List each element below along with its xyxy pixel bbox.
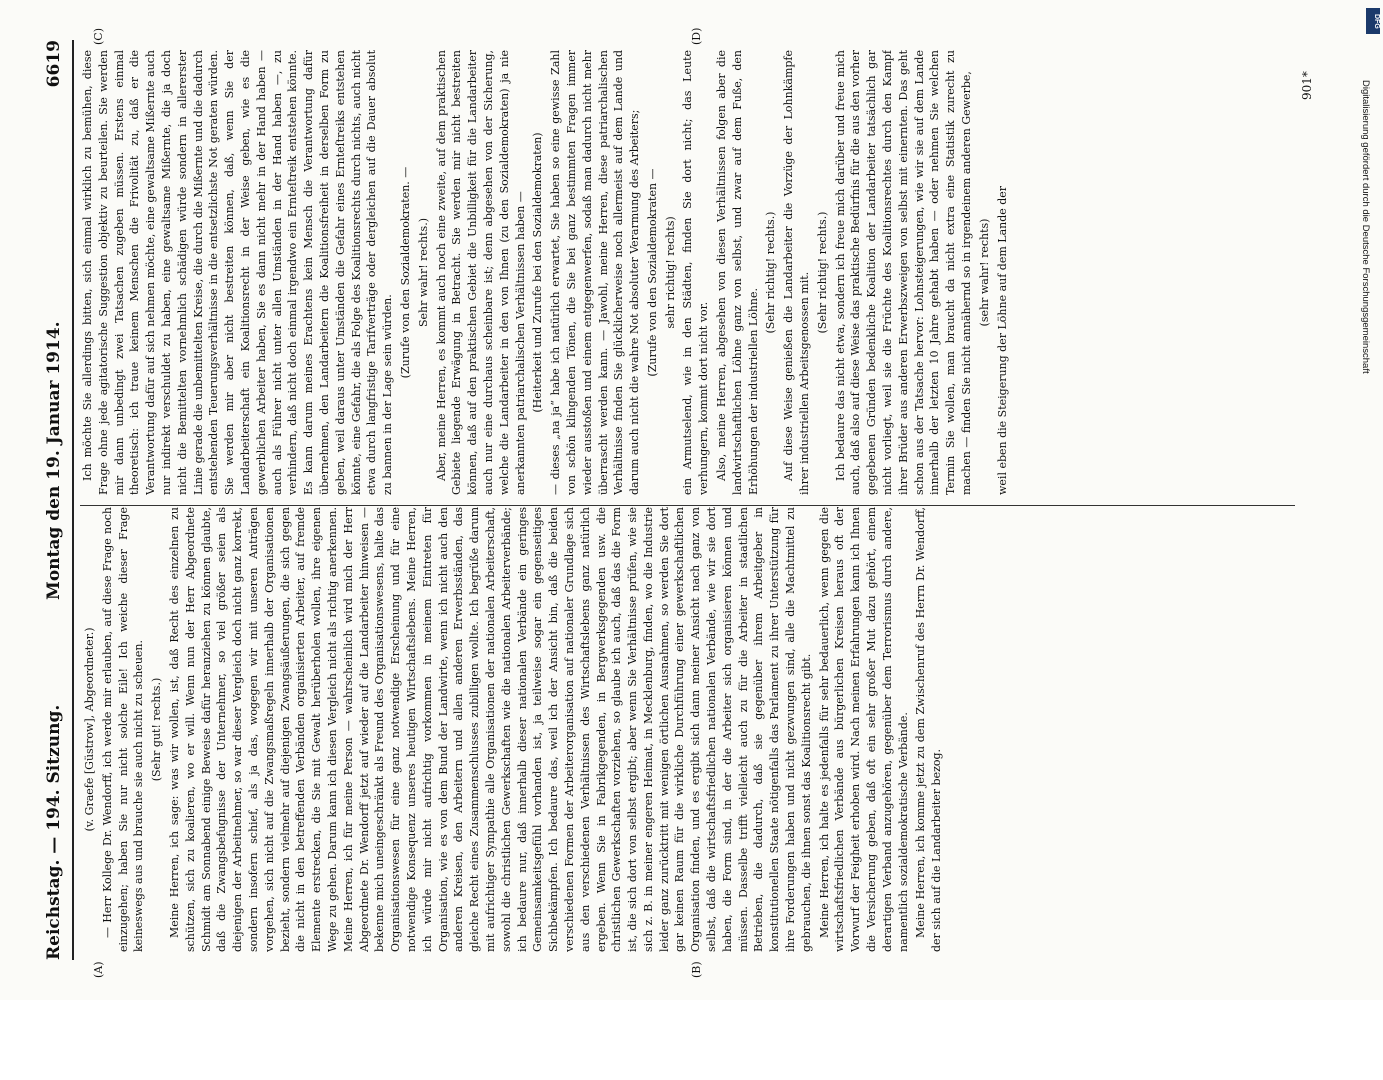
signature-mark: 901* <box>1300 71 1314 100</box>
paragraph: Ich bedaure das nicht etwa, sondern ich freue mich darüber und freue mich auch, daß also auf diese Weise das praktische Bedürfnis für die aus den vorher gegebenen Gründen bedenkliche Koalition der Landarbeiter tatsächlich gar nicht vorliegt, weil sie die Früchte des Koalitionsrechtes durch den Kampf ihrer Brüder aus anderen Erwerbszweigen von selbst mit einernten. Das geht schon aus der Tatsache hervor: Lohnsteigerungen, wie wir sie auf dem Lande innerhalb der letzten 10 Jahre gehabt haben — oder nehmen Sie welchen Termin Sie wollen, man braucht da nicht extra eine Statistik zurecht zu machen — finden Sie nicht annähernd so in irgendeinem anderen Gewerbe, <box>833 50 974 495</box>
paragraph: Also, meine Herren, abgesehen von diesen Verhältnissen folgen aber die landwirtschaftlichen Löhne ganz von selbst, und zwar auf dem Fuße, den Erhöhungen der industriellen Löhne. <box>715 50 760 495</box>
column-divider <box>80 505 1295 506</box>
interjection: (Sehr richtig! rechts.) <box>815 211 829 334</box>
interjection: (Sehr gut! rechts.) <box>150 677 164 782</box>
paragraph: — dieses „na ja“ habe ich natürlich erwartet, Sie haben so eine gewisse Zahl von schön klingenden Tönen, die Sie bei ganz bestimmten Fragen immer wieder ausstoßen und einem entgegenwerfen, sodaß man dadurch nicht mehr überrascht werden kann. — Jawohl, meine Herren, diese patriarchalischen Verhältnisse finden Sie glücklicherweise noch allermeist auf dem Lande und darum auch nicht die wahre Not absoluter Verarmung des Arbeiters; <box>549 50 642 495</box>
interjection: (Heiterkeit und Zurufe bei den Sozialdemokraten) <box>531 132 545 413</box>
side-note-strip <box>1357 0 1379 1000</box>
paragraph: Meine Herren, ich halte es jedenfalls für sehr bedauerlich, wenn gegen die wirtschaftsfriedlichen Verbände aus bürgerlichen Kreisen heraus oft der Vorwurf der Feigheit erhoben wird. Nach meinen Erfahrungen kann ich Ihnen die Versicherung geben, daß oft ein sehr großer Mut dazu gehört, einem derartigen Verband anzugehören, gegenüber dem Terrorismus durch andere, namentlich sozialdemokratische Verbände. <box>817 507 910 952</box>
paragraph: Aber, meine Herren, es kommt auch noch eine zweite, auf dem praktischen Gebiete liegende Erwägung in Betracht. Sie werden mir nicht bestreiten können, daß auf den praktischen Gebiet die Unbilligkeit für die Landarbeiter auch nur eine durchaus scheinbare ist; denn abgesehen von der Sicherung, welche die Landarbeiter in den von Ihnen (zu den Sozialdemokraten) ja nie anerkannten patriarchalischen Verhältnissen haben — <box>434 50 527 495</box>
page-number: 6619 <box>44 40 64 88</box>
side-note: Digitalisierung gefördert durch die Deutsche Forschungsgemeinschaft <box>1360 80 1371 374</box>
interjection: (Sehr richtig! rechts.) <box>764 211 778 334</box>
header-center: Montag den 19. Januar 1914. <box>44 321 64 600</box>
paragraph: Meine Herren, ich komme jetzt zu dem Zwischenruf des Herrn Dr. Wendorff, der sich auf die Landarbeiter bezog. <box>914 507 944 952</box>
interjection: (Zurufe von den Sozialdemokraten — <box>645 168 659 377</box>
right-column <box>80 50 1310 495</box>
paragraph: Meine Herren, ich sage: was wir wollen, ist, daß Recht des einzelnen zu schützen, sich zu koalieren, wo er will. Wenn nun der Herr Abgeordnete Schmidt am Sonnabend einige Beweise dafür heranziehen zu können glaubte, daß die Zwangsbefugnisse der Unternehmer, so viel größer seien als diejenigen der Arbeitnehmer, so war dieser Vergleich doch nicht ganz korrekt, sondern insofern schief, als ja das, wogegen wir mit unseren Anträgen vorgehen, sich nicht auf die Zwangsmaßregeln innerhalb der Organisationen bezieht, sondern vielmehr auf diejenigen Zwangsäußerungen, die sich gegen die nicht in den betreffenden Verbänden organisierten Arbeiter, auf fremde Elemente erstrecken, die Sie mit Gewalt herüberholen wollen, ihre eigenen Wege zu gehen. Darum kann ich diesen Vergleich nicht als richtig anerkennen. Meine Herren, ich für meine Person — wahrscheinlich wird mich der Herr Abgeordnete Dr. Wendorff jetzt auf wieder auf die Landarbeiter hinweisen — bekenne mich uneingeschränkt als Freund des Organisationswesens, halte das Organisationswesen für eine ganz notwendige Erscheinung und für eine notwendige Konsequenz unseres heutigen Wirtschaftslebens. Meine Herren, ich würde mir nicht aufrichtig vorkommen in meinem Eintreten für Organisation, wie es von dem Bund der Landwirte, wenn ich nicht auch den anderen Kreisen, den Arbeitern und allen anderen Erwerbsständen, das gleiche Recht eines Zusammenschlusses zubilligen wollte. Ich begrüße darum mit aufrichtiger Sympathie alle Organisationen der nationalen Arbeiterschaft, sowohl die christlichen Gewerkschaften wie die nationalen Arbeiterverbände; ich bedaure nur, daß innerhalb dieser nationalen Verbände ein geringes Gemeinsamkeitsgefühl vorhanden ist, ja teilweise sogar ein gegenseitiges Sichbekämpfen. Ich bedaure das, weil ich der Ansicht bin, daß die beiden verschiedenen Formen der Arbeiterorganisation auf nationaler Grundlage sich aus den verschiedenen Verhältnissen des Wirtschaftslebens ganz natürlich ergeben. Wenn Sie in Fabrikgegenden, in Bergwerksgegenden usw. die christlichen Gewerkschaften vorziehen, so glaube ich auch, daß das die Form ist, die sich dort von selbst ergibt; aber wenn Sie Verhältnisse prüfen, wie sie sich z. B. in meiner engeren Heimat, in Mecklenburg, finden, wo die Industrie leider ganz zurücktritt mit wenigen örtlichen Ausnahmen, so werden Sie dort gar keinen Raum für die wirkliche Durchführung einer gewerkschaftlichen Organisation finden, und es ergibt sich dann meiner Ansicht nach ganz von selbst, daß die wirtschaftsfriedlichen nationalen Verbände, wie wir sie dort haben, die Form sind, in der die Arbeiter sich organisieren können und müssen. Dasselbe trifft vielleicht auch zu für die Arbeiter in staatlichen Betrieben, die dadurch, daß sie gegenüber ihrem Arbeitgeber in konstitutionellen Staate nötigenfalls das Parlament zu ihrer Unterstützung für ihre Forderungen haben und nicht gezwungen sind, alle die Machtmittel zu gebrauchen, die ihnen sonst das Koalitionsrecht gibt. <box>167 507 813 952</box>
header-left: Reichstag. — 194. Sitzung. <box>44 704 64 960</box>
margin-mark-d: (D) <box>690 27 703 45</box>
interjection: sehr richtig! rechts) <box>663 216 677 329</box>
interjection: (Zurufe von den Sozialdemokraten. — <box>398 166 412 379</box>
margin-mark-c: (C) <box>92 28 105 45</box>
paragraph: ein Armutselend, wie in den Städten, finden Sie dort nicht; das Leute verhungern, kommt dort nicht vor. <box>681 50 711 495</box>
header-rule <box>72 40 74 960</box>
interjection: (sehr wahr! rechts) <box>977 218 991 327</box>
paragraph: — Herr Kollege Dr. Wendorff, ich werde mir erlauben, auf diese Frage noch einzugehen; haben Sie nur nicht solche Eile! Ich weiche dieser Frage keineswegs aus und brauche sie auch nicht zu scheuen. <box>100 507 146 952</box>
paragraph: Auf diese Weise genießen die Landarbeiter die Vorzüge der Lohnkämpfe ihrer industriellen Arbeitsgenossen mit. <box>782 50 812 495</box>
dfg-logo: DFG <box>1366 8 1380 34</box>
speaker-line: (v. Graefe [Güstrow], Abgeordneter.) <box>83 627 96 832</box>
margin-mark-b: (B) <box>690 961 703 978</box>
interjection: Sehr wahr! rechts.) <box>416 218 430 327</box>
left-column <box>80 507 1310 952</box>
paragraph: Ich möchte Sie allerdings bitten, sich einmal wirklich zu bemühen, diese Frage ohne jede agitatorische Suggestion objektiv zu beurteilen. Sie werden mir dann unbedingt zwei Tatsachen zugeben müssen. Erstens einmal theoretisch: ich traue keinem Menschen die Frivolität zu, daß er die Verantwortung dafür auf sich nehmen möchte, eine gewaltsame Mißernte auch nur indirekt verschuldet zu haben, eine gewaltsame Mißernte, die ja doch nicht die Bemittelten vornehmlich schädigen würde sondern in allererster Linie gerade die unbemittelten Kreise, die durch die Mißernte und die dadurch entstehenden Teuerungsverhältnisse in die entsetzlichste Not geraten würden. Sie werden mir aber nicht bestreiten können, daß, wenn Sie der Landarbeiterschaft ein Koalitionsrecht in der Weise geben, wie es die gewerblichen Arbeiter haben, Sie es dann nicht mehr in der Hand haben — auch als Führer nicht unter allen Umständen in der Hand haben —, zu verhindern, daß nicht doch einmal irgendwo ein Ernteſtreik entstehen könnte. Es kann darum meines Erachtens kein Mensch die Verantwortung dafür übernehmen, den Landarbeitern die Koalitionsfreiheit in derselben Form zu geben, weil daraus unter Umständen die Gefahr eines Ernteſtreiks entstehen könnte, eine Gefahr, die als Folge des Koalitionsrechts durch nichts, auch nicht etwa durch langfristige Tarifverträge oder dergleichen auf die Dauer absolut zu bannen in der Lage sein würden. <box>81 50 395 495</box>
margin-mark-a: (A) <box>92 961 105 978</box>
paragraph: weil eben die Steigerung der Löhne auf dem Lande der <box>995 185 1009 495</box>
page-header <box>40 30 70 960</box>
